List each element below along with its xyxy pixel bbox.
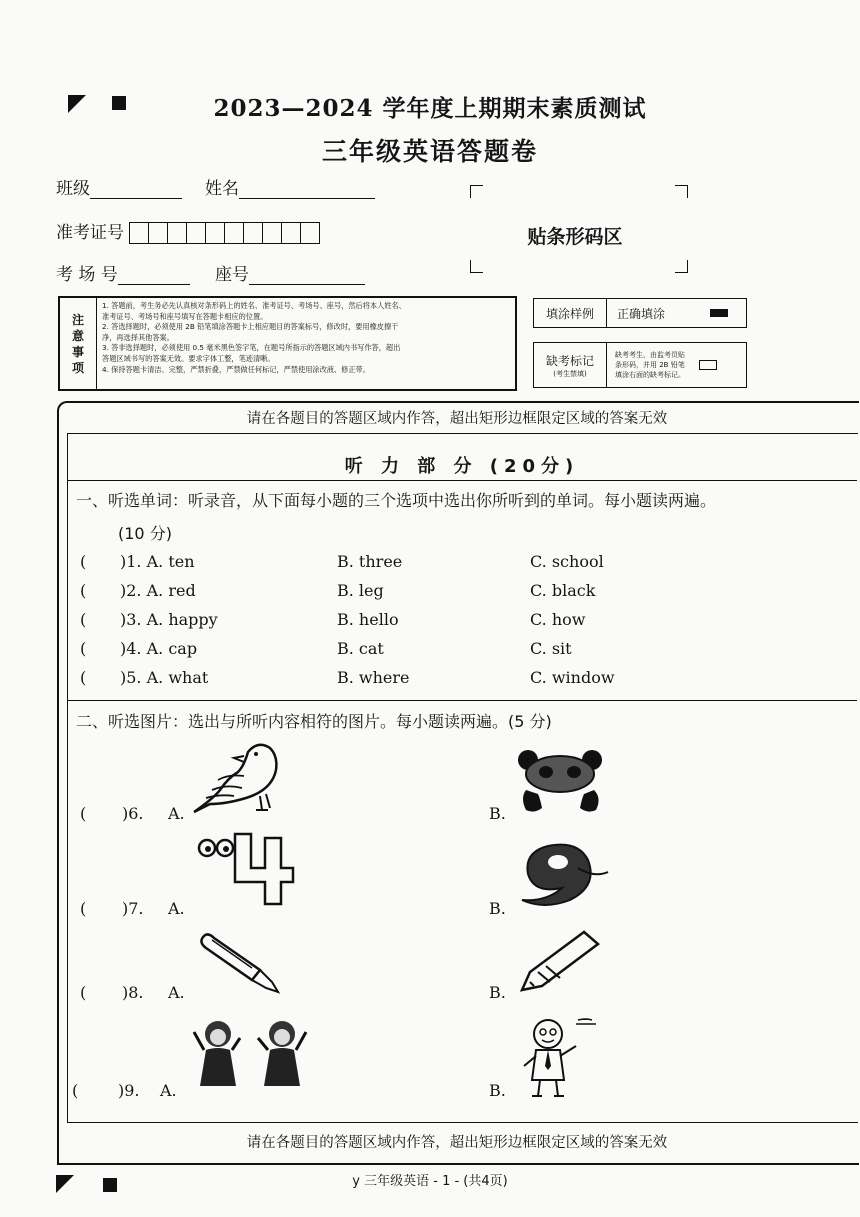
number-four-icon [193, 828, 297, 908]
fill-sample-correct: 正确填涂 [617, 306, 666, 321]
exam-id-field[interactable]: 准考证号 [56, 218, 320, 244]
pen-icon [196, 932, 282, 994]
answer-blank[interactable]: ( [80, 552, 87, 571]
absent-description: 缺考考生，由监考员贴 条形码，并用 2B 铅笔 填涂右面的缺考标记。 [615, 351, 685, 379]
answer-blank[interactable]: ( [80, 639, 87, 658]
absent-sublabel: (考生禁填) [553, 369, 587, 378]
panda-icon [514, 748, 608, 814]
warning-bottom: 请在各题目的答题区域内作答，超出矩形边框限定区域的答案无效 [246, 1135, 668, 1151]
listening-title: 听 力 部 分 (20分) [344, 456, 580, 477]
barcode-label: 贴条形码区 [527, 226, 623, 248]
absent-mark-box [533, 342, 747, 388]
exam-id-cells[interactable] [129, 222, 320, 244]
answer-blank[interactable]: ( [80, 804, 87, 823]
absent-label: 缺考标记 [545, 353, 594, 368]
answer-blank[interactable]: ( [80, 983, 87, 1002]
page-footer: y 三年级英语 - 1 - (共4页) [352, 1174, 508, 1189]
warning-top: 请在各题目的答题区域内作答，超出矩形边框限定区域的答案无效 [246, 411, 668, 427]
answer-blank[interactable]: ( [80, 668, 87, 687]
answer-blank[interactable]: ( [80, 899, 87, 918]
notice-text: 1. 答题前，考生务必先认真核对条形码上的姓名、准考证号、考场号、座号，然后将本人姓名、 准考证号、考场号和座号填写在答题卡相应的位置。 2. 答选择题时，必须使用 2B 铅笔填涂答题卡上相应题目的答案标号，修改时，要用橡皮擦干 净，再选择其他答案。 3. 答非选择题时，必须使用 0.5 毫米黑色签字笔，在题号所指示的答题区域内书写作答，超出 答题区域书写的答案无效。要求字体工整，笔迹清晰。 4. 保持答题卡清洁、完整，严禁折叠，严禁做任何标记，严禁使用涂改液、修正带。 [102, 301, 406, 374]
listening-section [67, 433, 858, 1123]
page-subtitle: 三年级英语答题卷 [321, 137, 538, 166]
pencil-icon [518, 928, 602, 992]
page-title: 2023—2024 学年度上期期末素质测试 [213, 95, 647, 122]
two-girls-icon [188, 1016, 314, 1092]
bird-icon [188, 740, 292, 814]
teacher-icon [518, 1016, 608, 1102]
class-field[interactable]: 班级 [56, 174, 182, 199]
fill-sample-box [533, 298, 747, 328]
part1-instruction: 一、听选单词：听录音，从下面每小题的三个选项中选出你所听到的单词。每小题读两遍。 [76, 491, 717, 510]
name-field[interactable]: 姓名 [205, 174, 375, 199]
fill-sample-label: 填涂样例 [534, 299, 607, 327]
absent-checkbox[interactable] [699, 360, 717, 370]
answer-blank[interactable]: ( [72, 1081, 79, 1100]
part2-instruction: 二、听选图片：选出与所听内容相符的图片。每小题读两遍。(5 分) [76, 712, 552, 731]
part1-score: (10 分) [118, 524, 172, 543]
room-field[interactable]: 考 场 号 [56, 260, 190, 285]
answer-blank[interactable]: ( [80, 581, 87, 600]
number-nine-icon [518, 842, 610, 908]
notice-heading: 注 意 事 项 [60, 298, 97, 389]
notice-box [58, 296, 517, 391]
answer-blank[interactable]: ( [80, 610, 87, 629]
filled-mark-icon [710, 309, 728, 317]
seat-field[interactable]: 座号 [215, 260, 365, 285]
